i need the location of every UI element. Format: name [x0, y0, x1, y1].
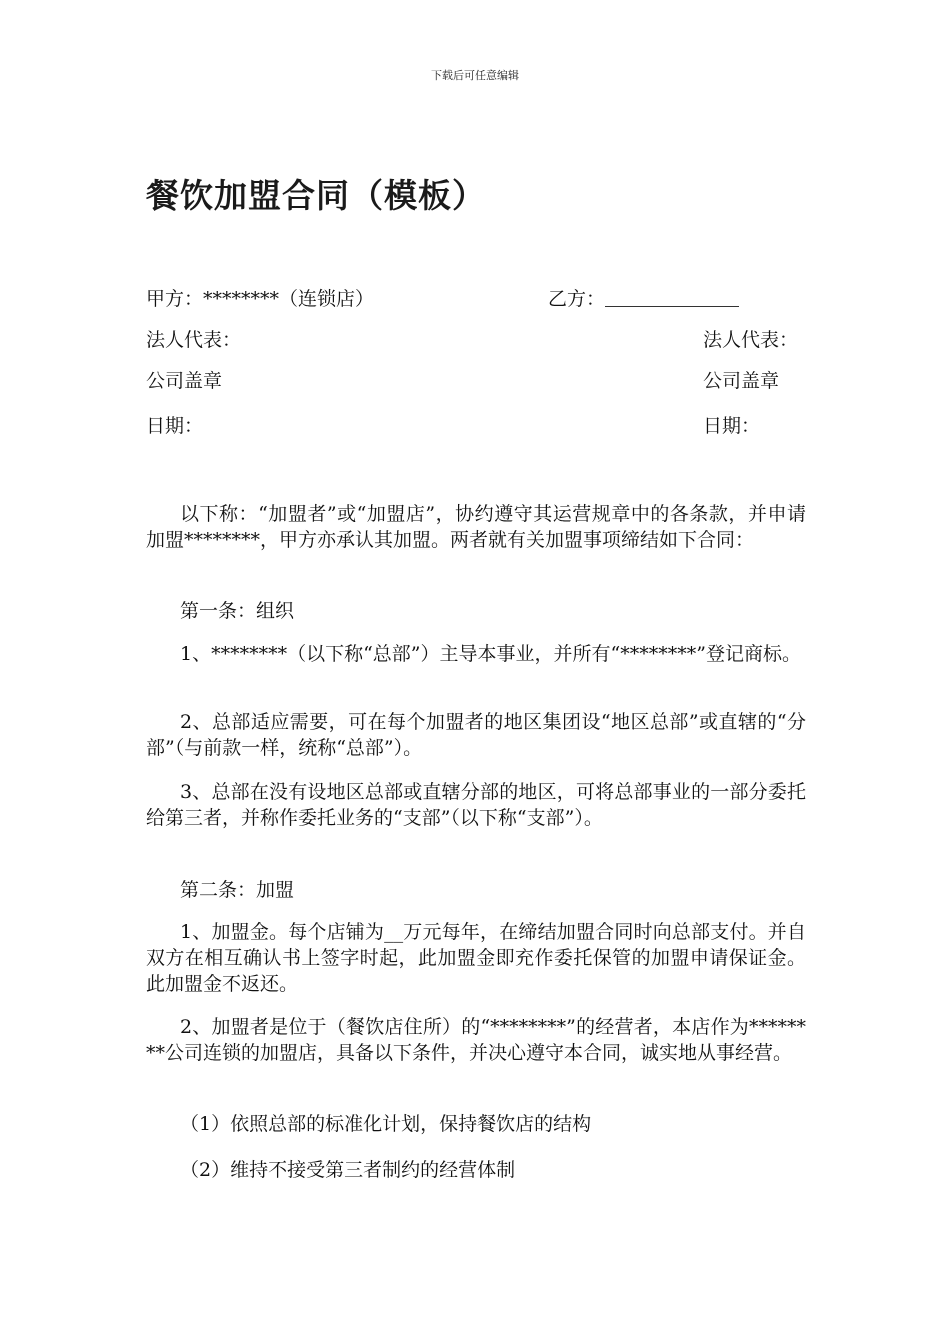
article-1-item-2: 2、总部适应需要，可在每个加盟者的地区集团设“地区总部”或直辖的“分部”（与前款一样，统称“总部”）。 [146, 711, 806, 759]
date-b: 日期： [703, 415, 761, 437]
intro-paragraph: 以下称：“加盟者”或“加盟店”，协约遵守其运营规章中的各条款，并申请加盟********，甲方亦承认其加盟。两者就有关加盟事项缔结如下合同： [146, 503, 806, 551]
article-1-item-3: 3、总部在没有设地区总部或直辖分部的地区，可将总部事业的一部分委托给第三者，并称作委托业务的“支部”（以下称“支部”）。 [146, 781, 806, 829]
party-b-blank [605, 288, 739, 307]
article-2-condition-2: （2）维持不接受第三者制约的经营体制 [180, 1159, 516, 1181]
article-2-condition-1: （1）依照总部的标准化计划，保持餐饮店的结构 [180, 1113, 592, 1135]
legal-rep-a: 法人代表： [146, 329, 242, 351]
document-title: 餐饮加盟合同（模板） [146, 176, 486, 215]
article-2-item-1: 1、加盟金。每个店铺为__万元每年，在缔结加盟合同时向总部支付。并自双方在相互确认书上签字时起，此加盟金即充作委托保管的加盟申请保证金。此加盟金不返还。 [146, 921, 806, 995]
seal-a: 公司盖章 [146, 370, 223, 392]
date-a: 日期： [146, 415, 204, 437]
article-1-item-1: 1、********（以下称“总部”）主导本事业，并所有“********”登记商标。 [180, 643, 801, 665]
party-b [548, 284, 739, 311]
article-2-item-2: 2、加盟者是位于（餐饮店住所）的“********”的经营者，本店作为********公司连锁的加盟店，具备以下条件，并决心遵守本合同，诚实地从事经营。 [146, 1016, 806, 1064]
page-header-note: 下载后可任意编辑 [431, 69, 519, 82]
party-b-label: 乙方： [548, 288, 606, 310]
seal-b: 公司盖章 [703, 370, 780, 392]
legal-rep-b: 法人代表： [703, 329, 799, 351]
article-2-heading: 第二条：加盟 [180, 879, 295, 901]
article-1-heading: 第一条：组织 [180, 600, 295, 622]
party-a: 甲方：********（连锁店） [146, 288, 375, 310]
